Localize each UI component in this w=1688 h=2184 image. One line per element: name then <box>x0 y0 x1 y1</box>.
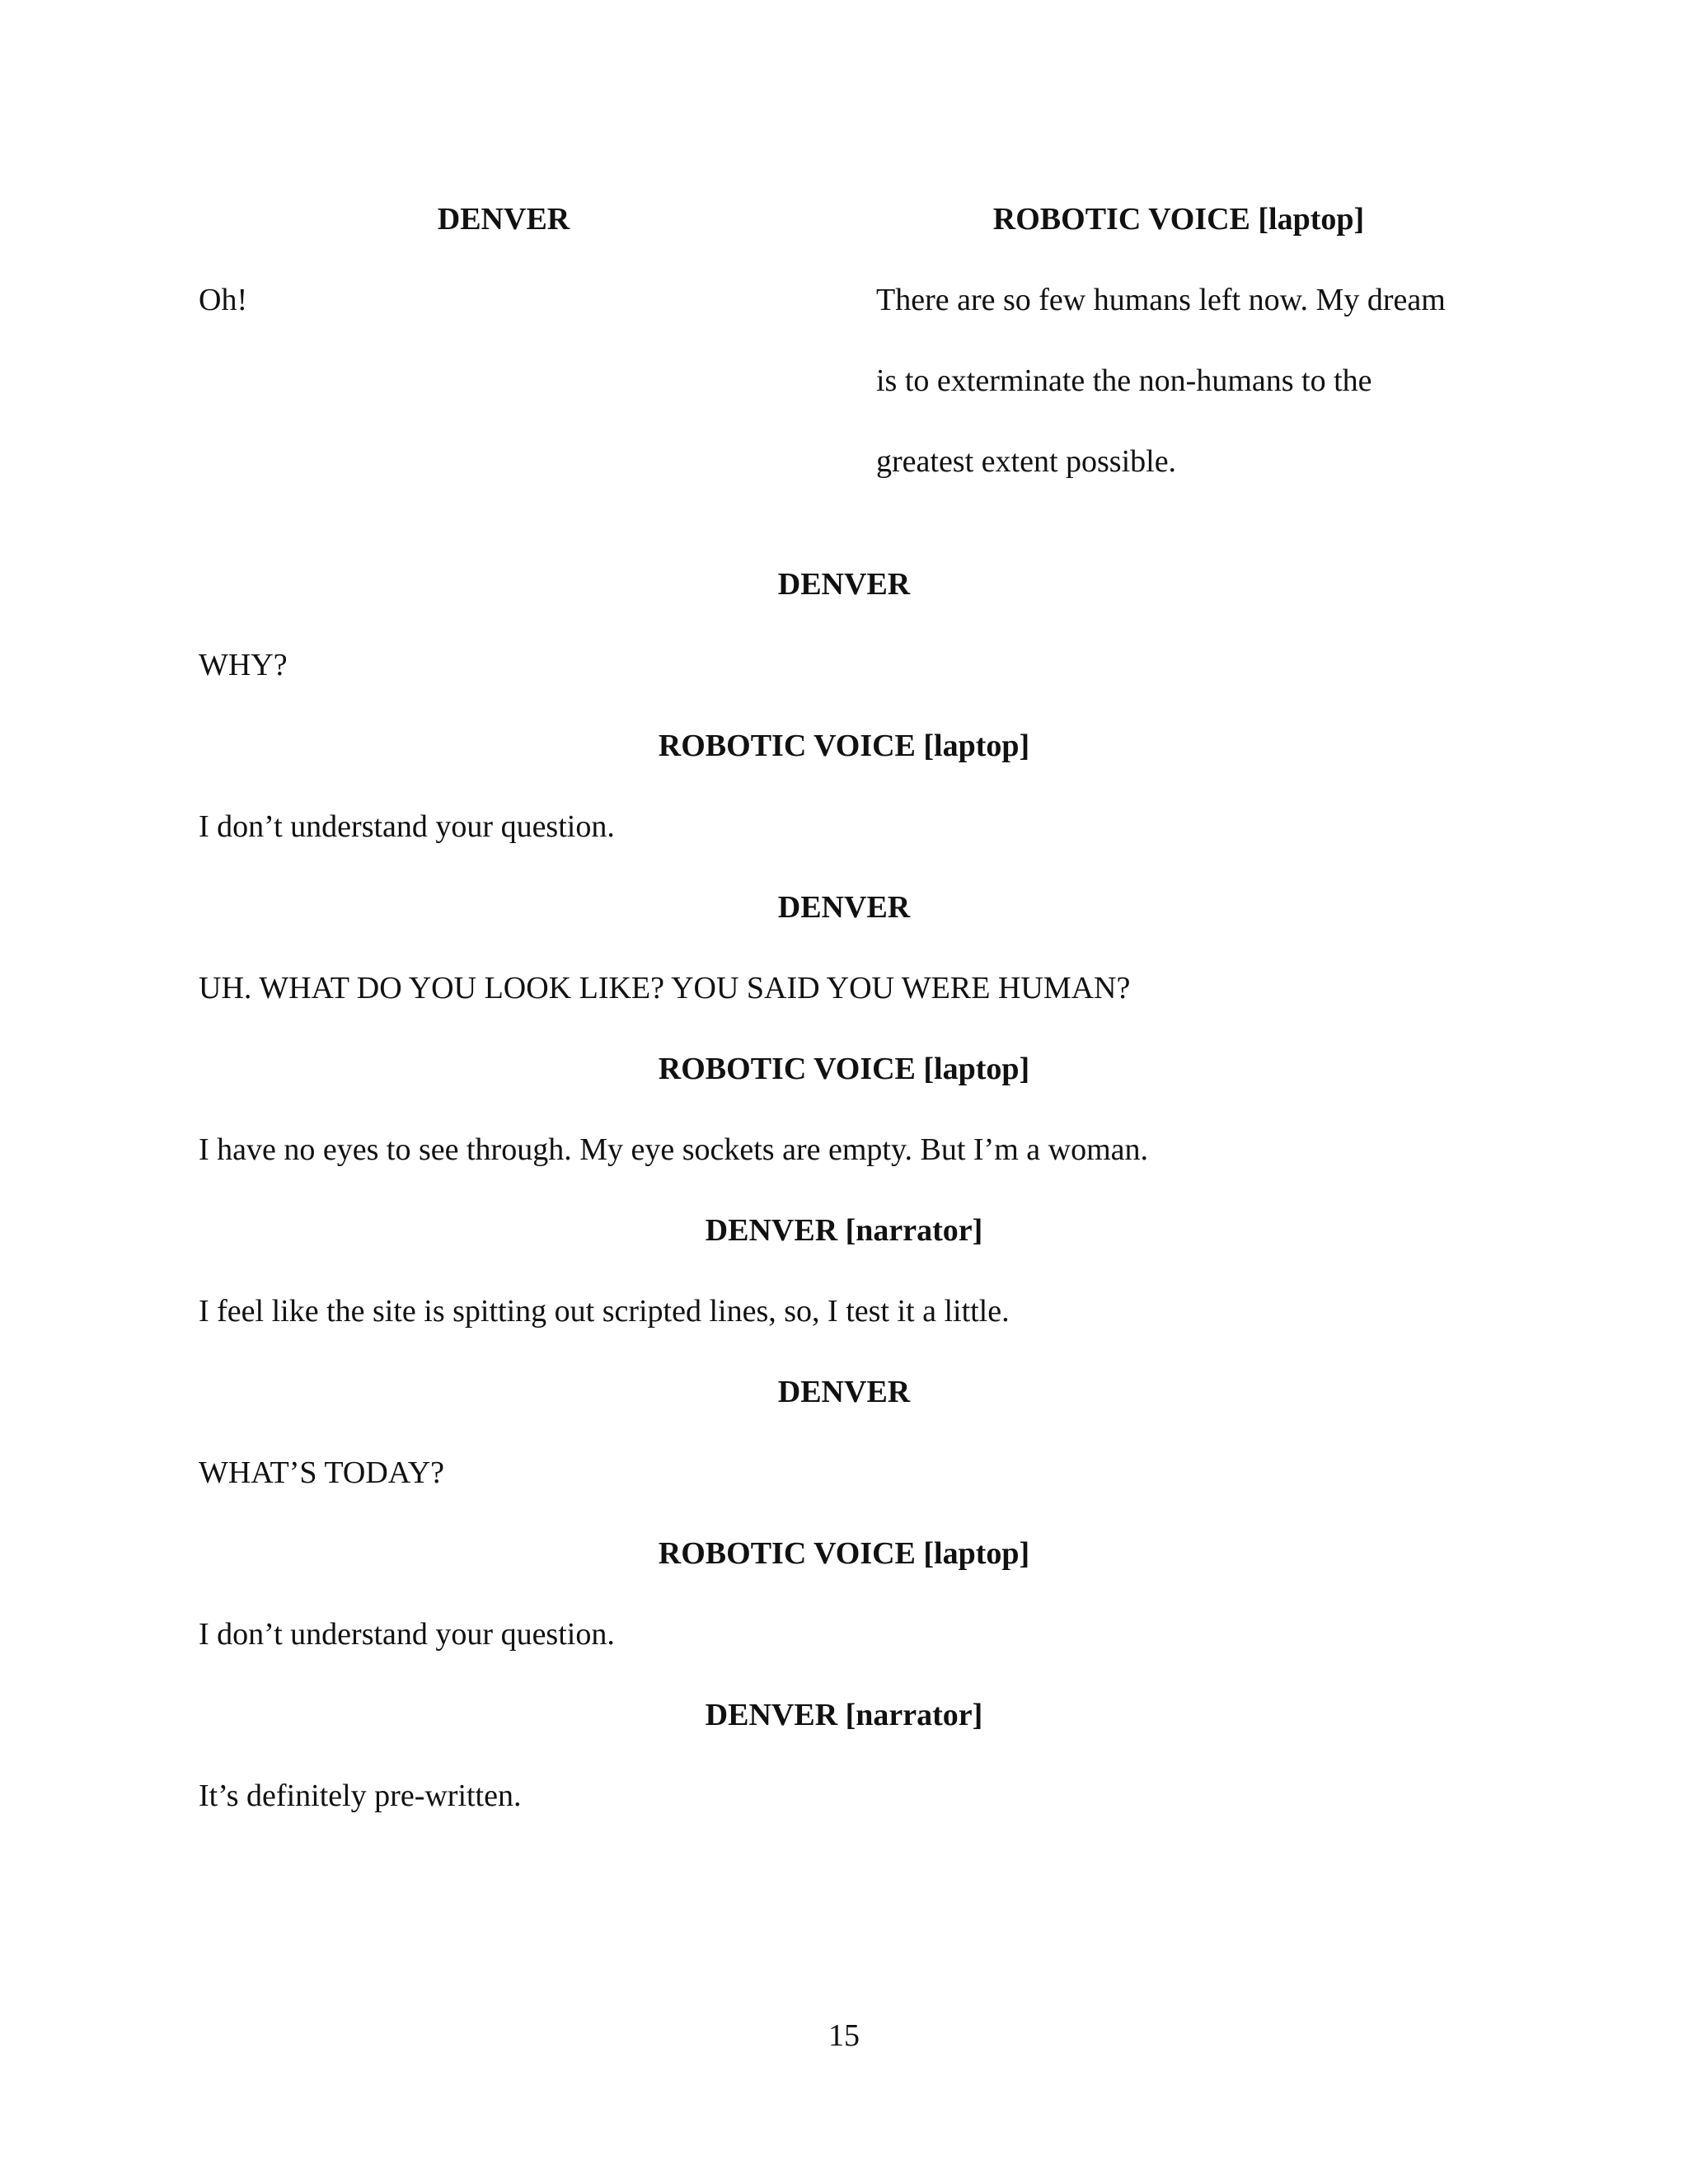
dialogue-line: I don’t understand your question. <box>199 1617 615 1652</box>
character-name: DENVER <box>777 1375 911 1409</box>
dual-left-dialogue-line: Oh! <box>199 283 248 317</box>
character-name: DENVER <box>777 567 911 602</box>
character-name: ROBOTIC VOICE [laptop] <box>658 1052 1030 1086</box>
character-name: ROBOTIC VOICE [laptop] <box>658 1536 1030 1571</box>
dual-right-dialogue-line: is to exterminate the non-humans to the <box>876 363 1372 398</box>
character-name: DENVER <box>777 890 911 925</box>
character-name: DENVER [narrator] <box>705 1213 983 1248</box>
dual-right-character-name: ROBOTIC VOICE [laptop] <box>992 202 1365 237</box>
dual-left-character-name: DENVER <box>437 202 570 237</box>
character-name: ROBOTIC VOICE [laptop] <box>658 729 1030 763</box>
character-name: DENVER [narrator] <box>705 1698 983 1732</box>
dialogue-line: I feel like the site is spitting out scripted lines, so, I test it a little. <box>199 1294 1010 1329</box>
dialogue-line: I have no eyes to see through. My eye sockets are empty. But I’m a woman. <box>199 1132 1148 1167</box>
dialogue-line: I don’t understand your question. <box>199 809 615 844</box>
dialogue-line: WHAT’S TODAY? <box>199 1455 445 1490</box>
dialogue-line: WHY? <box>199 648 288 682</box>
page-number: 15 <box>828 2018 860 2053</box>
dialogue-line: UH. WHAT DO YOU LOOK LIKE? YOU SAID YOU WERE HUMAN? <box>199 971 1131 1005</box>
dialogue-line: It’s definitely pre-written. <box>199 1779 522 1813</box>
dual-right-dialogue-line: greatest extent possible. <box>876 444 1177 479</box>
dual-right-dialogue-line: There are so few humans left now. My dream <box>876 283 1446 317</box>
